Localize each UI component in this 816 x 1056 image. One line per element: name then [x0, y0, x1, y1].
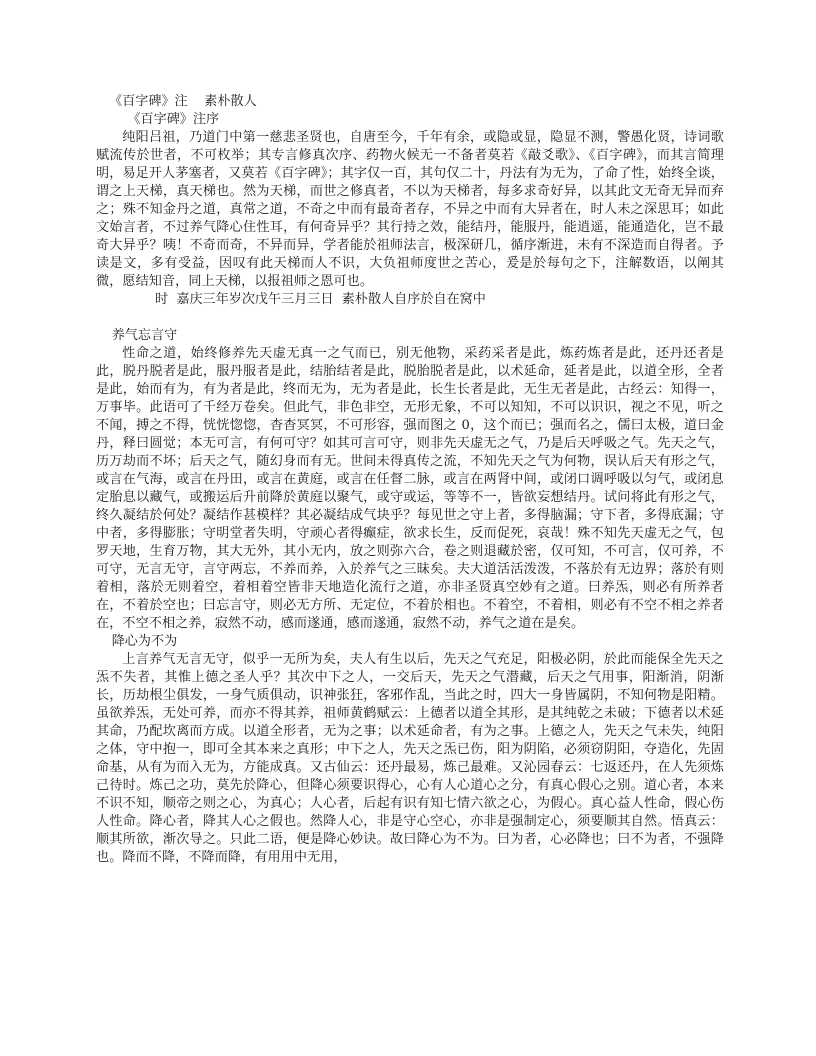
section-heading-yangqi: 养气忘言守: [111, 328, 178, 343]
section-spacer: [96, 309, 724, 327]
document-title: 《百字碑》注 素朴散人: [109, 94, 257, 109]
preface-heading: 《百字碑》注序: [127, 112, 220, 127]
section-paragraph-jiangxin: 上言养气无言无守，似乎一无所为矣，夫人有生以后，先天之气充足，阳极必阴，於此而能保全先天之炁不失者，其惟上德之圣人乎？其次中下之人，一交后天，先天之气潜藏，后天之气用事，阳渐消，阴渐长，历劫根尘俱发，一身气质俱动，识神张狂，客邪作乱，当此之时，四大一身皆属阴，不知何物是阳精。虽欲养炁，无处可养，而亦不得其养，祖师黄鹤赋云：上德者以道全其形，是其纯乾之未破；下德者以术延其命，乃配坎离而方成。以道全形者，无为之事；以术延命者，有为之事。上德之人，先天之气未失，纯阳之体，守中抱一，即可全其本来之真形；中下之人，先天之炁已伤，阳为阴陷，必须窃阴阳，夺造化，先固命基，从有为而入无为，方能成真。又古仙云：还丹最易，炼己最难。又沁园春云：七返还丹，在人先须炼己待时。炼己之功，莫先於降心，但降心须要识得心，心有人心道心之分，有真心假心之别。道心者，本来不识不知，顺帝之则之心，为真心；人心者，后起有识有知七情六欲之心，为假心。真心益人性命，假心伤人性命。降心者，降其人心之假也。然降人心，非是守心空心，亦非是强制定心，须要顺其自然。悟真云：顺其所欲，渐次导之。只此二语，便是降心妙诀。故曰降心为不为。曰为者，心必降也；曰不为者，不强降也。降而不降，不降而降，有用用中无用，: [96, 652, 724, 865]
section-paragraph-yangqi: 性命之道，始终修养先天虚无真一之气而已，别无他物，采药采者是此，炼药炼者是此，还丹还者是此，脱丹脱者是此，服丹服者是此，结胎结者是此，脱胎脱者是此，以术延命，延者是此，以道全形，全者是此，始而有为，有为者是此，终而无为，无为者是此，长生长者是此，无生无者是此，古经云：知得一，万事毕。此语可了千经万卷矣。但此气，非色非空，无形无象，不可以知知，不可以识识，视之不见，听之不闻，搏之不得，恍恍惚惚，杳杳冥冥，不可形容，强而图之 0，这个而已；强而名之，儒曰太极，道曰金丹，释曰圆觉；本无可言，有何可守？如其可言可守，则非先天虚无之气，乃是后天呼吸之气。先天之气，历万劫而不坏；后天之气，随幻身而有无。世间未得真传之流，不知先天之气为何物，误认后天有形之气，或言在气海，或言在丹田，或言在黄庭，或言在任督二脉，或言在两肾中间，或闭口调呼吸以匀气，或闭息定胎息以藏气，或搬运后升前降於黄庭以聚气，或守或运，等等不一，皆欲妄想结丹。试问将此有形之气，终久凝结於何处？凝结作甚模样？其必凝结成气块乎？每见世之守上者，多得脑漏；守下者，多得底漏；守中者，多得膨胀；守明堂者失明，守顽心者得癫症，欲求长生，反而促死，哀哉！殊不知先天虚无之气，包罗天地，生育万物，其大无外，其小无内，放之则弥六合，卷之则退藏於密，仅可知，不可言，仅可养，不可守，无言无守，言守两忘，不养而养，入於养气之三昧矣。夫大道活活泼泼，不落於有无边界；落於有则着相，落於无则着空，着相着空皆非天地造化流行之道，亦非圣贤真空妙有之道。曰养炁，则必有所养者在，不着於空也；曰忘言守，则必无方所、无定位，不着於相也。不着空，不着相，则必有不空不相之养者在，不空不相之养，寂然不动，感而遂通，感而遂通，寂然不动，养气之道在是矣。: [96, 346, 724, 631]
document-body: [96, 93, 724, 867]
preface-colophon: 时 嘉庆三年岁次戊午三月三日 素朴散人自序於自在窝中: [154, 292, 486, 307]
preface-paragraph: 纯阳吕祖，乃道门中第一慈悲圣贤也，自唐至今，千年有余，或隐或显，隐显不测，警愚化贤，诗词歌赋流传於世者，不可枚举；其专言修真次序、药物火候无一不备者莫若《敲爻歌》、《百字碑》，而其言简理明，易足开人茅塞者，又莫若《百字碑》；其字仅一百，其句仅二十，丹法有为无为，了命了性，始终全谈，谓之上天梯，真天梯也。然为天梯，而世之修真者，不以为天梯者，每多求奇好异，以其此文无奇无异而弃之；殊不知金丹之道，真常之道，不奇之中而有最奇者存，不异之中而有大异者在，时人未之深思耳；如此文始言者，不过养气降心住性耳，有何奇异乎？其行持之效，能结丹，能服丹，能逍遥，能通造化，岂不最奇大异乎？咦！不奇而奇，不异而异，学者能於祖师法言，极深研几，循序渐进，未有不深造而自得者。予读是文，多有受益，因叹有此天梯而人不识，大负祖师度世之苦心，爰是於每句之下，注解数语，以阐其微，愿结知音，同上天梯，以报祖师之恩可也。: [96, 130, 724, 289]
section-heading-jiangxin: 降心为不为: [111, 634, 178, 649]
